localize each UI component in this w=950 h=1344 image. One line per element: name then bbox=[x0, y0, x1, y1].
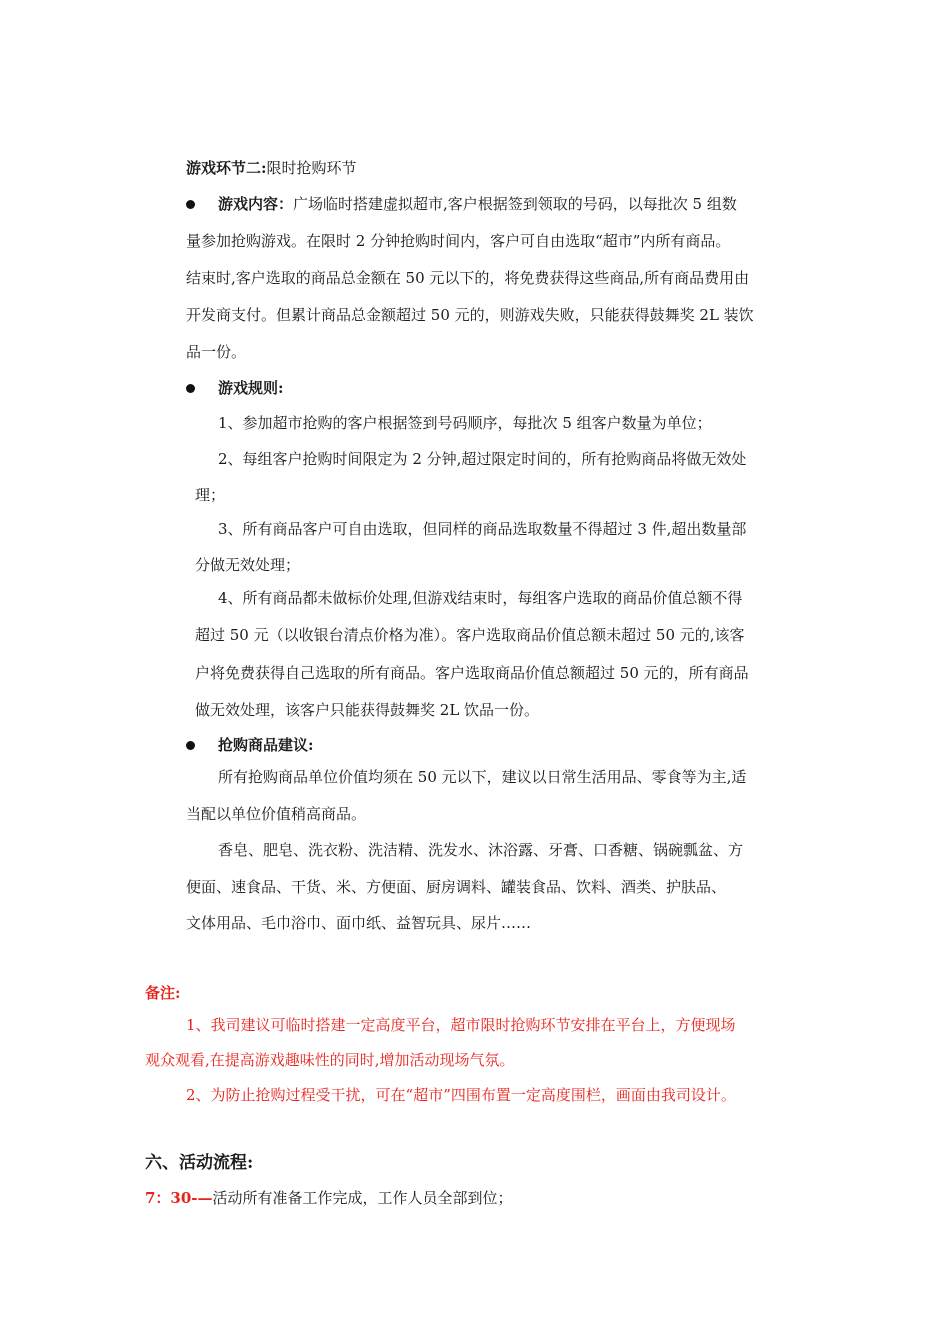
content-line-1 bbox=[218, 194, 737, 214]
suggestion-line-4: 便面、速食品、干货、米、方便面、厨房调料、罐装食品、饮料、酒类、护肤品、 bbox=[186, 878, 727, 896]
section-title bbox=[186, 158, 357, 178]
rules-label: 游戏规则: bbox=[218, 379, 284, 397]
rule-line-6: 4、所有商品都未做标价处理,但游戏结束时，每组客户选取的商品价值总额不得 bbox=[218, 589, 743, 607]
suggestion-line-3: 香皂、肥皂、洗衣粉、洗洁精、洗发水、沐浴露、牙膏、口香糖、锅碗瓢盆、方 bbox=[218, 841, 744, 859]
bullet-icon bbox=[186, 741, 195, 750]
schedule-item bbox=[145, 1188, 513, 1208]
note-line-1: 1、我司建议可临时搭建一定高度平台，超市限时抢购环节安排在平台上，方便现场 bbox=[186, 1016, 736, 1034]
notes-label: 备注: bbox=[145, 984, 181, 1002]
rule-line-4: 3、所有商品客户可自由选取，但同样的商品选取数量不得超过 3 件,超出数量部 bbox=[218, 520, 747, 538]
rule-line-7: 超过 50 元（以收银台清点价格为准）。客户选取商品价值总额未超过 50 元的,该客 bbox=[195, 626, 745, 644]
bullet-icon bbox=[186, 384, 195, 393]
rule-line-2: 2、每组客户抢购时间限定为 2 分钟,超过限定时间的，所有抢购商品将做无效处 bbox=[218, 450, 747, 468]
schedule-desc: 活动所有准备工作完成，工作人员全部到位； bbox=[212, 1189, 513, 1207]
content-label: 游戏内容： bbox=[218, 195, 294, 213]
content-text: 广场临时搭建虚拟超市,客户根据签到领取的号码，以每批次 5 组数 bbox=[293, 195, 737, 213]
content-line-2: 量参加抢购游戏。在限时 2 分钟抢购时间内，客户可自由选取“超市”内所有商品。 bbox=[186, 232, 731, 250]
section-title-label: 游戏环节二: bbox=[186, 159, 267, 177]
content-line-5: 品一份。 bbox=[186, 343, 247, 361]
rule-line-5: 分做无效处理； bbox=[195, 556, 301, 574]
rule-line-8: 户将免费获得自己选取的所有商品。客户选取商品价值总额超过 50 元的，所有商品 bbox=[195, 664, 749, 682]
schedule-time: 7：30-— bbox=[145, 1189, 213, 1207]
rule-line-1: 1、参加超市抢购的客户根据签到号码顺序，每批次 5 组客户数量为单位； bbox=[218, 414, 712, 432]
suggestions-label: 抢购商品建议: bbox=[218, 736, 314, 754]
note-line-2: 观众观看,在提高游戏趣味性的同时,增加活动现场气氛。 bbox=[145, 1051, 515, 1069]
section-title-text: 限时抢购环节 bbox=[266, 159, 357, 177]
bullet-icon bbox=[186, 200, 195, 209]
content-line-3: 结束时,客户选取的商品总金额在 50 元以下的，将免费获得这些商品,所有商品费用由 bbox=[186, 269, 750, 287]
note-line-3: 2、为防止抢购过程受干扰，可在“超市”四围布置一定高度围栏，画面由我司设计。 bbox=[186, 1086, 736, 1104]
section6-heading: 六、活动流程: bbox=[145, 1153, 254, 1173]
rule-line-3: 理； bbox=[195, 486, 226, 504]
content-line-4: 开发商支付。但累计商品总金额超过 50 元的，则游戏失败，只能获得鼓舞奖 2L 装饮 bbox=[186, 306, 754, 324]
suggestion-line-1: 所有抢购商品单位价值均须在 50 元以下，建议以日常生活用品、零食等为主,适 bbox=[218, 768, 747, 786]
suggestion-line-5: 文体用品、毛巾浴巾、面巾纸、益智玩具、尿片…… bbox=[186, 914, 532, 932]
rule-line-9: 做无效处理，该客户只能获得鼓舞奖 2L 饮品一份。 bbox=[195, 701, 540, 719]
suggestion-line-2: 当配以单位价值稍高商品。 bbox=[186, 805, 367, 823]
